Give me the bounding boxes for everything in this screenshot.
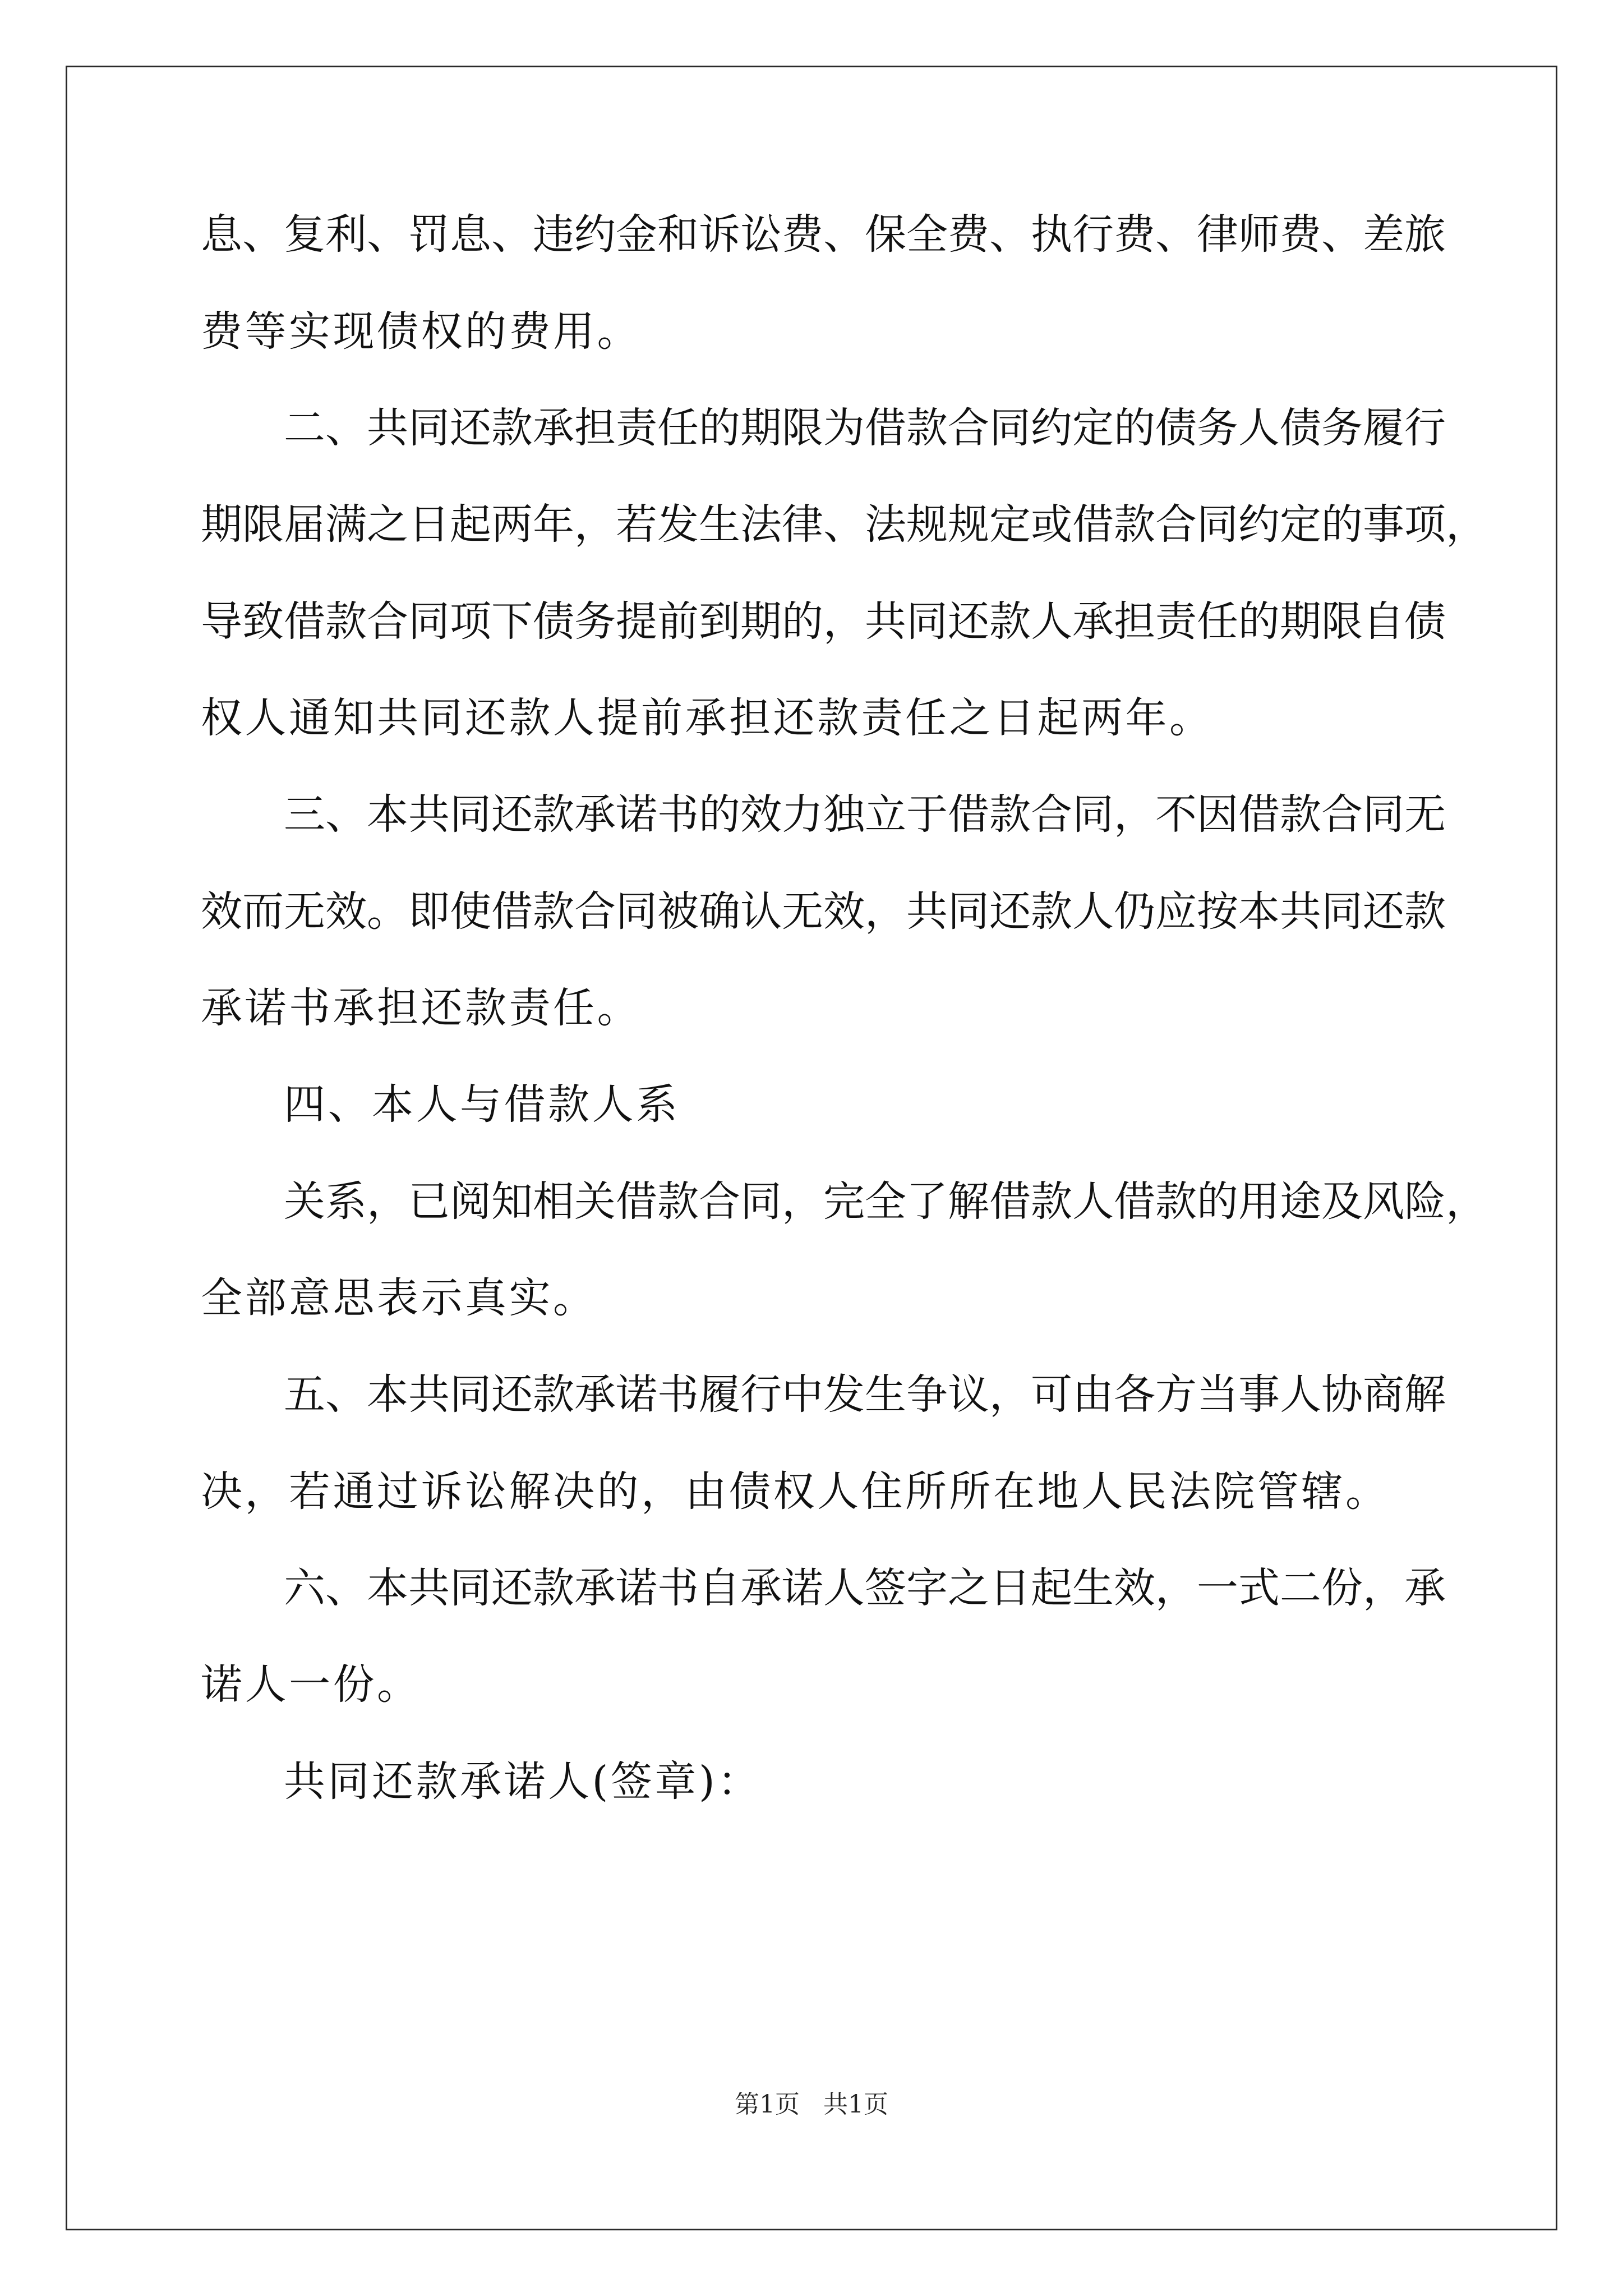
text-line: 五、本共同还款承诺书履行中发生争议，可由各方当事人协商解 (284, 1370, 1446, 1419)
text-line: 诺人一份。 (201, 1660, 421, 1709)
text-line: 决，若通过诉讼解决的，由债权人住所所在地人民法院管辖。 (201, 1467, 1390, 1516)
text-line: 全部意思表示真实。 (201, 1274, 597, 1322)
text-line: 关系，已阅知相关借款合同，完全了解借款人借款的用途及风险， (284, 1177, 1487, 1226)
text-line: 共同还款承诺人(签章)： (284, 1757, 762, 1806)
text-line: 六、本共同还款承诺书自承诺人签字之日起生效，一式二份，承 (284, 1564, 1446, 1612)
text-line: 期限届满之日起两年，若发生法律、法规规定或借款合同约定的事项， (201, 500, 1487, 549)
text-line: 三、本共同还款承诺书的效力独立于借款合同，不因借款合同无 (284, 790, 1446, 839)
text-line: 二、共同还款承担责任的期限为借款合同约定的债务人债务履行 (284, 404, 1446, 452)
text-line: 费等实现债权的费用。 (201, 307, 641, 356)
page-border (66, 66, 1557, 2230)
page-number-footer: 第1页 共1页 (735, 2090, 888, 2119)
text-line: 息、复利、罚息、违约金和诉讼费、保全费、执行费、律师费、差旅 (201, 210, 1446, 259)
text-line: 权人通知共同还款人提前承担还款责任之日起两年。 (201, 694, 1214, 742)
text-line: 承诺书承担还款责任。 (201, 984, 641, 1032)
text-line: 四、本人与借款人系 (284, 1080, 680, 1129)
text-line: 效而无效。即使借款合同被确认无效，共同还款人仍应按本共同还款 (201, 887, 1446, 936)
text-line: 导致借款合同项下债务提前到期的，共同还款人承担责任的期限自债 (201, 597, 1446, 646)
